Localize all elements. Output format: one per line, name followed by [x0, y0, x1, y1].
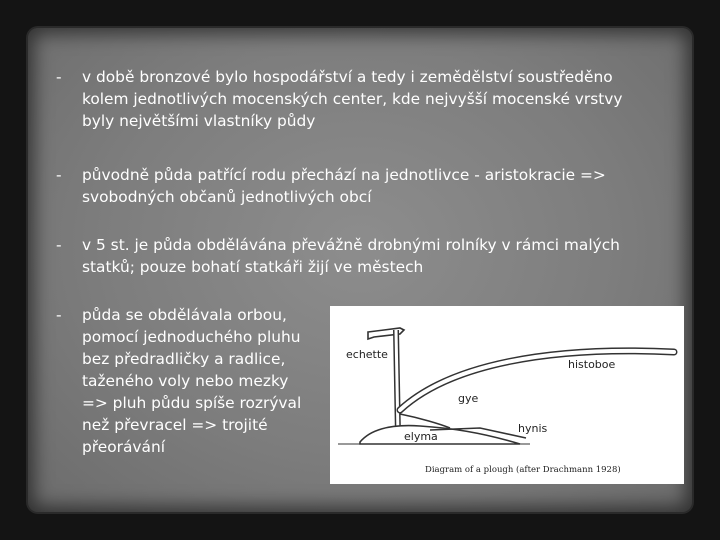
- figure-caption: Diagram of a plough (after Drachmann 1928): [425, 465, 621, 475]
- bullet-item: [56, 164, 666, 208]
- sole-shape: [360, 426, 520, 444]
- plough-diagram: [330, 306, 684, 484]
- label-hynis: hynis: [518, 422, 548, 435]
- bullet-text: v době bronzové bylo hospodářství a tedy i zemědělství soustředěno kolem jednotlivých mocenských center, kde nejvyšší mocenské vrstvy byly největšími vlastníky půdy: [82, 68, 623, 130]
- label-histoboe: histoboe: [568, 358, 616, 371]
- plough-drawing: [330, 306, 684, 484]
- bullet-item: [56, 66, 666, 132]
- bullet-item: [56, 234, 666, 278]
- bullet-marker: -: [56, 306, 62, 324]
- bullet-marker: -: [56, 68, 62, 86]
- bullet-marker: -: [56, 166, 62, 184]
- beam-shape: [400, 351, 674, 410]
- label-echette: echette: [346, 348, 388, 361]
- label-elyma: elyma: [404, 430, 438, 443]
- bullet-marker: -: [56, 236, 62, 254]
- bullet-text: původně půda patřící rodu přechází na jednotlivce - aristokracie => svobodných občanů jednotlivých obcí: [82, 166, 606, 206]
- bullet-text: půda se obdělávala orbou, pomocí jednoduchého pluhu bez předradličky a radlice, taženého voly nebo mezky => pluh půdu spíše rozrýval než převracel => trojité přeorávání: [82, 306, 302, 456]
- bullet-text: v 5 st. je půda obdělávána převážně drobnými rolníky v rámci malých statků; pouze bohatí statkáři žijí ve městech: [82, 236, 620, 276]
- bullet-item: [56, 304, 326, 458]
- label-gye: gye: [458, 392, 479, 405]
